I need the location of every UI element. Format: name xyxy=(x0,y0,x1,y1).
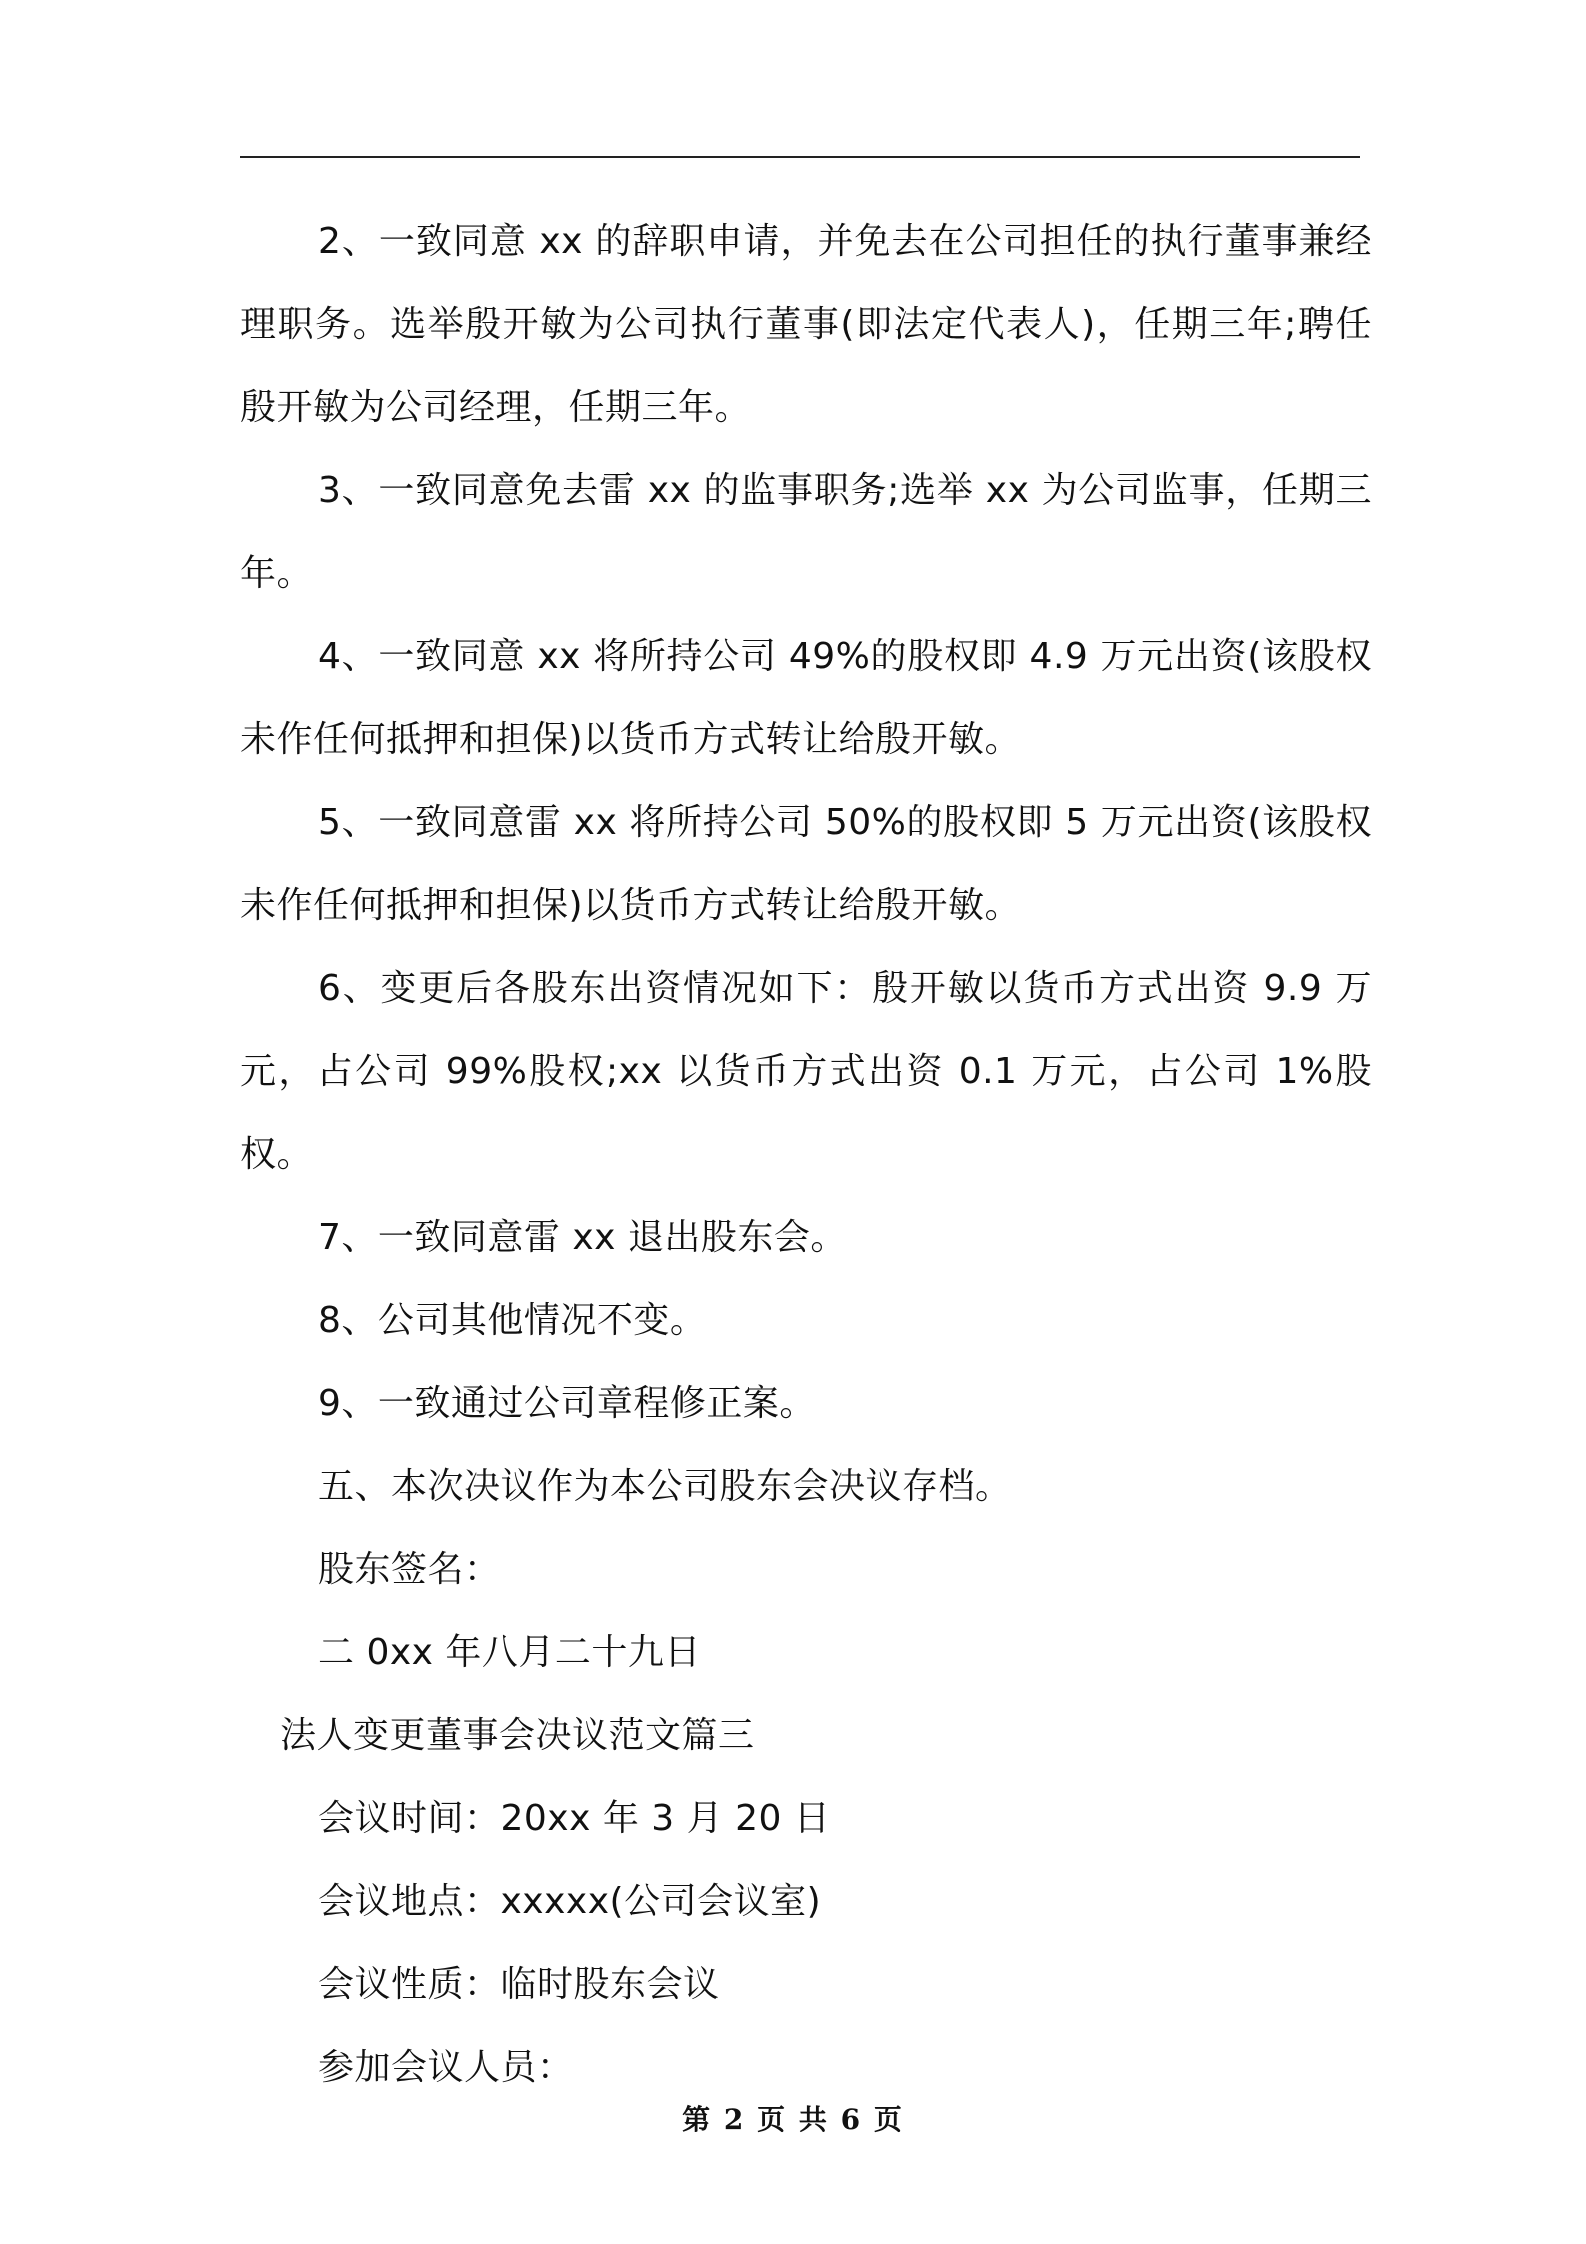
meeting-time: 会议时间：20xx 年 3 月 20 日 xyxy=(318,1798,831,1839)
page-footer xyxy=(0,2098,1586,2138)
paragraph-item-7: 7、一致同意雷 xx 退出股东会。 xyxy=(318,1217,847,1258)
shareholder-signature-label: 股东签名： xyxy=(318,1549,501,1590)
paragraph-item-9: 9、一致通过公司章程修正案。 xyxy=(318,1383,816,1424)
paragraph-item-3: 3、一致同意免去雷 xx 的监事职务;选举 xx 为公司监事，任期三年。 xyxy=(240,470,1372,594)
paragraph-item-2: 2、一致同意 xx 的辞职申请，并免去在公司担任的执行董事兼经理职务。选举殷开敏为公司执行董事(即法定代表人)，任期三年;聘任殷开敏为公司经理，任期三年。 xyxy=(240,221,1372,428)
meeting-attendees-label: 参加会议人员： xyxy=(318,2047,574,2088)
paragraph-item-5: 5、一致同意雷 xx 将所持公司 50%的股权即 5 万元出资(该股权未作任何抵押和担保)以货币方式转让给殷开敏。 xyxy=(240,802,1372,926)
meeting-nature: 会议性质：临时股东会议 xyxy=(318,1964,720,2005)
page-number: 第 2 页 共 6 页 xyxy=(682,2103,904,2136)
section-heading: 法人变更董事会决议范文篇三 xyxy=(280,1715,755,1756)
paragraph-section-5: 五、本次决议作为本公司股东会决议存档。 xyxy=(318,1466,1012,1507)
resolution-date: 二 0xx 年八月二十九日 xyxy=(318,1632,701,1673)
paragraph-item-8: 8、公司其他情况不变。 xyxy=(318,1300,707,1341)
paragraph-item-4: 4、一致同意 xx 将所持公司 49%的股权即 4.9 万元出资(该股权未作任何抵押和担保)以货币方式转让给殷开敏。 xyxy=(240,636,1372,760)
paragraph-item-6: 6、变更后各股东出资情况如下：殷开敏以货币方式出资 9.9 万元，占公司 99%股权;xx 以货币方式出资 0.1 万元，占公司 1%股权。 xyxy=(240,968,1372,1175)
document-body xyxy=(240,200,1372,2109)
header-divider xyxy=(240,156,1360,158)
meeting-location: 会议地点：xxxxx(公司会议室) xyxy=(318,1881,822,1922)
